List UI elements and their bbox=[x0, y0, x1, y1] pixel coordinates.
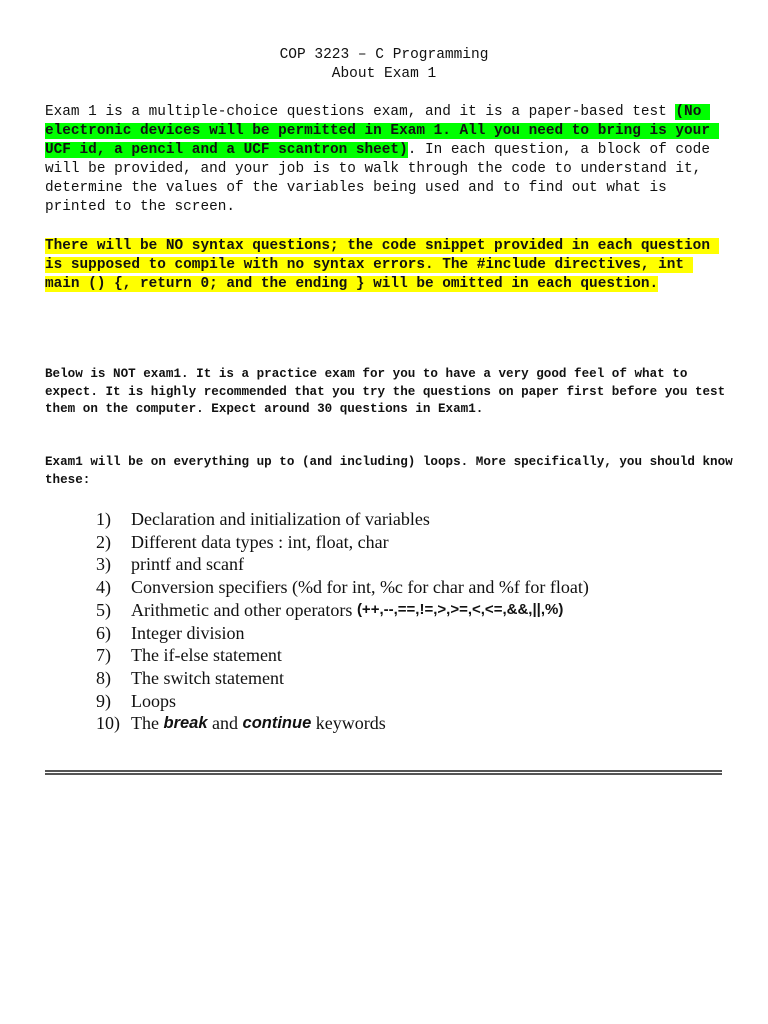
list-item-text: The if-else statement bbox=[131, 645, 282, 666]
list-item-number: 7) bbox=[96, 645, 111, 666]
syntax-note-paragraph bbox=[45, 237, 725, 294]
list-item-number: 5) bbox=[96, 599, 111, 620]
list-item bbox=[96, 508, 716, 531]
break-keyword: break bbox=[163, 714, 208, 733]
scope-note-paragraph: Exam1 will be on everything up to (and including) loops. More specifically, you should know these: bbox=[45, 455, 741, 487]
list-item bbox=[96, 622, 716, 645]
list-item-number: 4) bbox=[96, 577, 111, 598]
list-item bbox=[96, 553, 716, 576]
list-item-number: 8) bbox=[96, 667, 111, 688]
page-title: COP 3223 – C Programming bbox=[279, 47, 489, 63]
list-item-text: Integer division bbox=[131, 622, 245, 643]
list-item-text: Conversion specifiers (%d for int, %c for char and %f for float) bbox=[131, 577, 589, 598]
list-item bbox=[96, 599, 716, 622]
page-subtitle: About Exam 1 bbox=[331, 66, 437, 82]
list-item-number: 2) bbox=[96, 531, 111, 552]
list-item-text-post: keywords bbox=[311, 713, 386, 734]
list-item-number: 6) bbox=[96, 622, 111, 643]
list-item bbox=[96, 531, 716, 554]
intro-paragraph bbox=[45, 103, 725, 217]
list-item bbox=[96, 667, 716, 690]
continue-keyword: continue bbox=[242, 714, 312, 733]
intro-text-part2: . In each question, a block of code will be provided, and your job is to walk through the code to understand it, determine the values of the variables being used and to find out what is printed to the screen. bbox=[45, 142, 719, 215]
list-item-text-mid: and bbox=[207, 713, 243, 734]
list-item-text: Arithmetic and other operators bbox=[131, 599, 357, 620]
list-item-number: 9) bbox=[96, 690, 111, 711]
list-item-number: 3) bbox=[96, 554, 111, 575]
list-item bbox=[96, 712, 716, 735]
syntax-note-highlight: There will be NO syntax questions; the code snippet provided in each question is supposed to compile with no syntax errors. The #include directives, int main () {, return 0; and the ending } will be omitted in each question. bbox=[45, 238, 719, 292]
list-item bbox=[96, 690, 716, 713]
list-item bbox=[96, 576, 716, 599]
intro-text-part1: Exam 1 is a multiple-choice questions exam, and it is a paper-based test bbox=[45, 104, 676, 120]
list-item-text: Different data types : int, float, char bbox=[131, 531, 389, 552]
operators-list: (++,--,==,!=,>,>=,<,<=,&&,||,%) bbox=[356, 600, 564, 618]
list-item-number: 1) bbox=[96, 509, 111, 529]
list-item-text-pre: The bbox=[131, 713, 164, 734]
double-divider bbox=[45, 770, 722, 775]
list-item-text: Declaration and initialization of variables bbox=[131, 509, 430, 529]
list-item bbox=[96, 644, 716, 667]
topic-list bbox=[96, 508, 716, 735]
list-item-text: The switch statement bbox=[131, 667, 284, 688]
list-item-number: 10) bbox=[96, 713, 120, 734]
practice-note-paragraph: Below is NOT exam1. It is a practice exam for you to have a very good feel of what to expect. It is highly recommended that you try the questions on paper first before you test them on the computer. Expect around 30 questions in Exam1. bbox=[45, 367, 733, 416]
intro-highlight: (No electronic devices will be permitted in Exam 1. All you need to bring is your UCF id, a pencil and a UCF scantron sheet) bbox=[45, 104, 719, 158]
list-item-text: printf and scanf bbox=[131, 554, 244, 575]
list-item-text: Loops bbox=[131, 690, 176, 711]
